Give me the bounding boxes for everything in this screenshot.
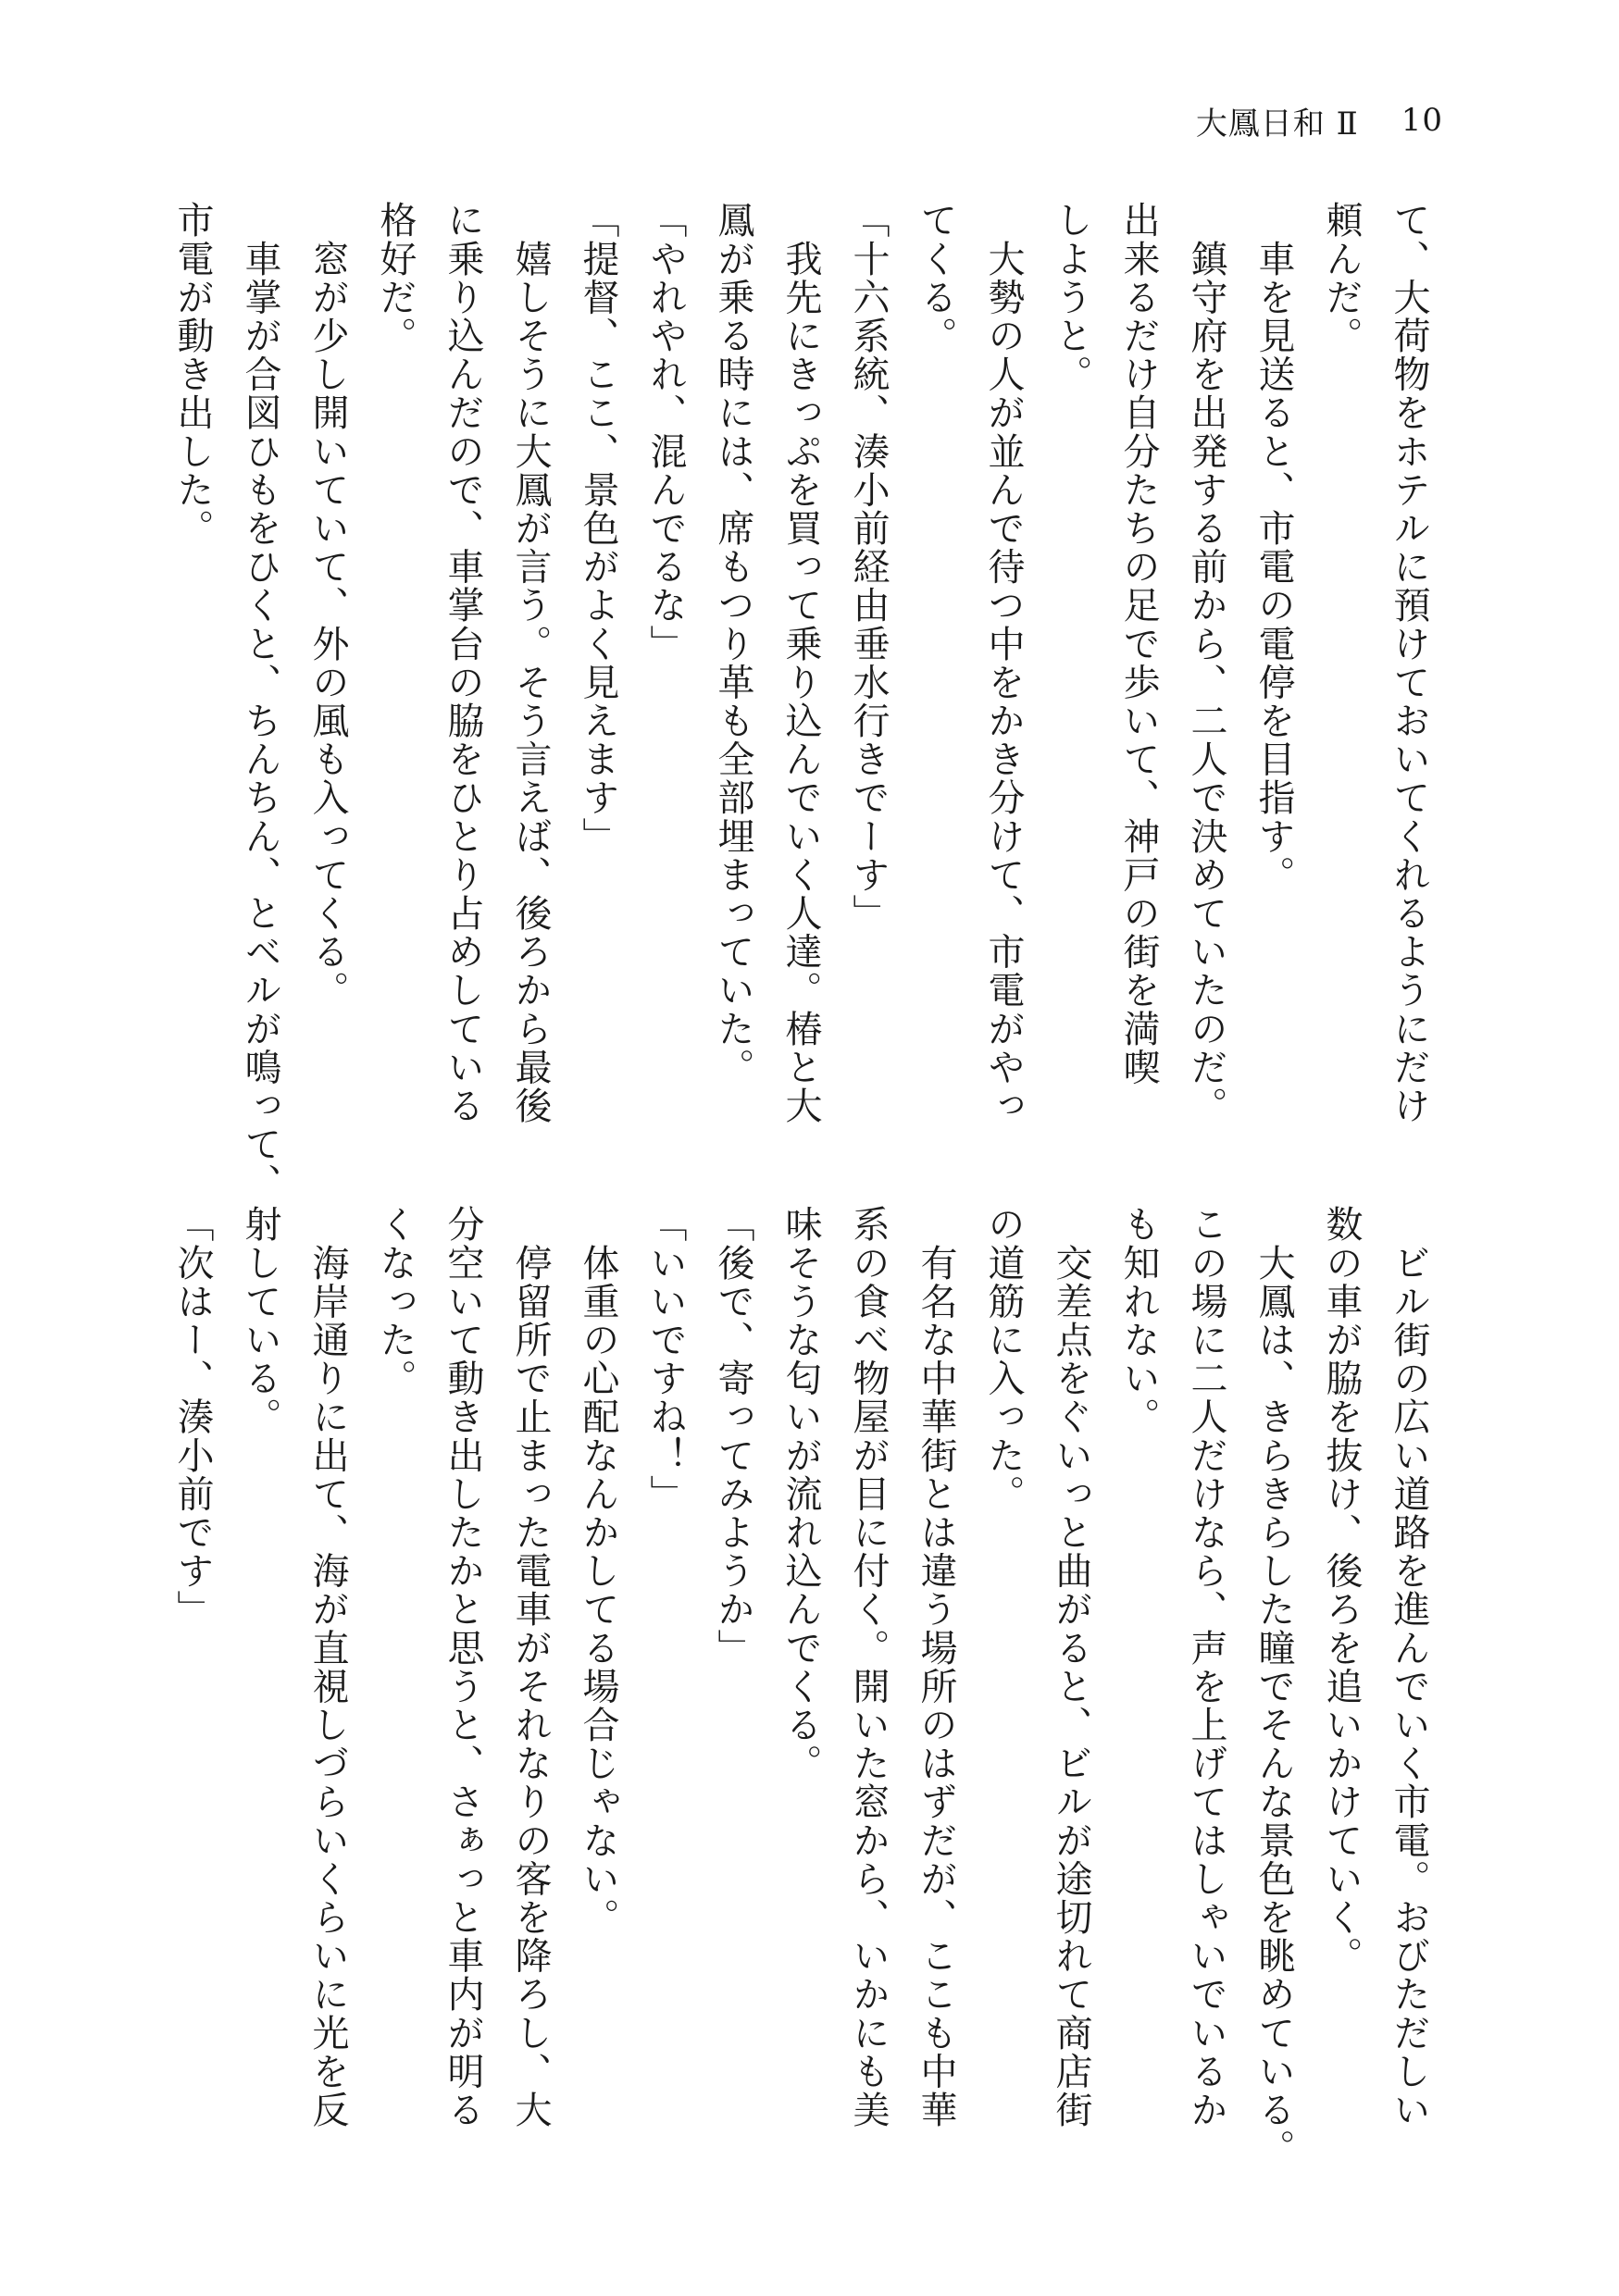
page-number: 10 xyxy=(1401,102,1443,139)
text-line: 頼んだ。 xyxy=(1320,201,1363,355)
text-line: 鳳が乗る時には、席もつり革も全部埋まっていた。 xyxy=(712,201,754,1086)
text-line: の道筋に入った。 xyxy=(982,1205,1025,1513)
text-line: 体重の心配なんかしてる場合じゃない。 xyxy=(577,1205,619,1937)
text-line: 市電が動き出した。 xyxy=(171,201,214,548)
text-line: 「次はー、湊小前です」 xyxy=(171,1205,214,1629)
text-line: 交差点をぐいっと曲がると、ビルが途切れて商店街 xyxy=(1050,1205,1092,2129)
page-header xyxy=(1196,100,1443,141)
text-line: 嬉しそうに大鳳が言う。そう言えば、後ろから最後 xyxy=(509,201,552,1125)
text-line: 味そうな匂いが流れ込んでくる。 xyxy=(779,1205,822,1782)
text-line: くなった。 xyxy=(374,1205,417,1397)
text-line: 我先にきっぷを買って乗り込んでいく人達。椿と大 xyxy=(779,201,822,1125)
text-line: 車掌が合図ひもをひくと、ちんちん、とベルが鳴って、 xyxy=(239,201,281,1202)
text-line: しようと。 xyxy=(1050,201,1092,393)
text-line: も知れない。 xyxy=(1117,1205,1160,1436)
text-line: この場に二人だけなら、声を上げてはしゃいでいるか xyxy=(1185,1205,1227,2129)
text-line: 海岸通りに出て、海が直視しづらいくらいに光を反 xyxy=(306,1205,349,2129)
text-line: ビル街の広い道路を進んでいく市電。おびただしい xyxy=(1388,1205,1430,2129)
text-line: 大勢の人が並んで待つ中をかき分けて、市電がやっ xyxy=(982,201,1025,1125)
text-line: 「十六系統、湊小前経由垂水行きでーす」 xyxy=(847,201,890,933)
text-line: 格好だ。 xyxy=(374,201,417,355)
text-line: 出来るだけ自分たちの足で歩いて、神戸の街を満喫 xyxy=(1117,201,1160,1086)
text-line: 「いいですね！」 xyxy=(644,1205,687,1513)
text-line: 停留所で止まった電車がそれなりの客を降ろし、大 xyxy=(509,1205,552,2129)
text-line: 数の車が脇を抜け、後ろを追いかけていく。 xyxy=(1320,1205,1363,1975)
text-line: 大鳳は、きらきらした瞳でそんな景色を眺めている。 xyxy=(1252,1205,1295,2167)
text-line: 鎮守府を出発する前から、二人で決めていたのだ。 xyxy=(1185,201,1227,1125)
text-line: 射している。 xyxy=(239,1205,281,1436)
text-line: 「提督、ここ、景色がよく見えます」 xyxy=(577,201,619,856)
text-line: 系の食べ物屋が目に付く。開いた窓から、いかにも美 xyxy=(847,1205,890,2129)
running-title: 大鳳日和 Ⅱ xyxy=(1195,105,1359,143)
upper-text-block xyxy=(171,201,1442,1202)
text-line: 窓が少し開いていて、外の風も入ってくる。 xyxy=(306,201,349,1010)
text-line: に乗り込んだので、車掌台の脇をひとり占めしている xyxy=(442,201,484,1125)
lower-text-block xyxy=(171,1205,1442,2186)
text-line: 車を見送ると、市電の電停を目指す。 xyxy=(1252,201,1295,894)
text-line: てくる。 xyxy=(915,201,957,355)
text-line: 分空いて動き出したかと思うと、さぁっと車内が明る xyxy=(442,1205,484,2129)
text-line: て、大荷物をホテルに預けておいてくれるようにだけ xyxy=(1388,201,1430,1125)
text-line: 「やれやれ、混んでるな」 xyxy=(644,201,687,664)
text-line: 「後で、寄ってみようか」 xyxy=(712,1205,754,1668)
text-line: 有名な中華街とは違う場所のはずだが、ここも中華 xyxy=(915,1205,957,2129)
